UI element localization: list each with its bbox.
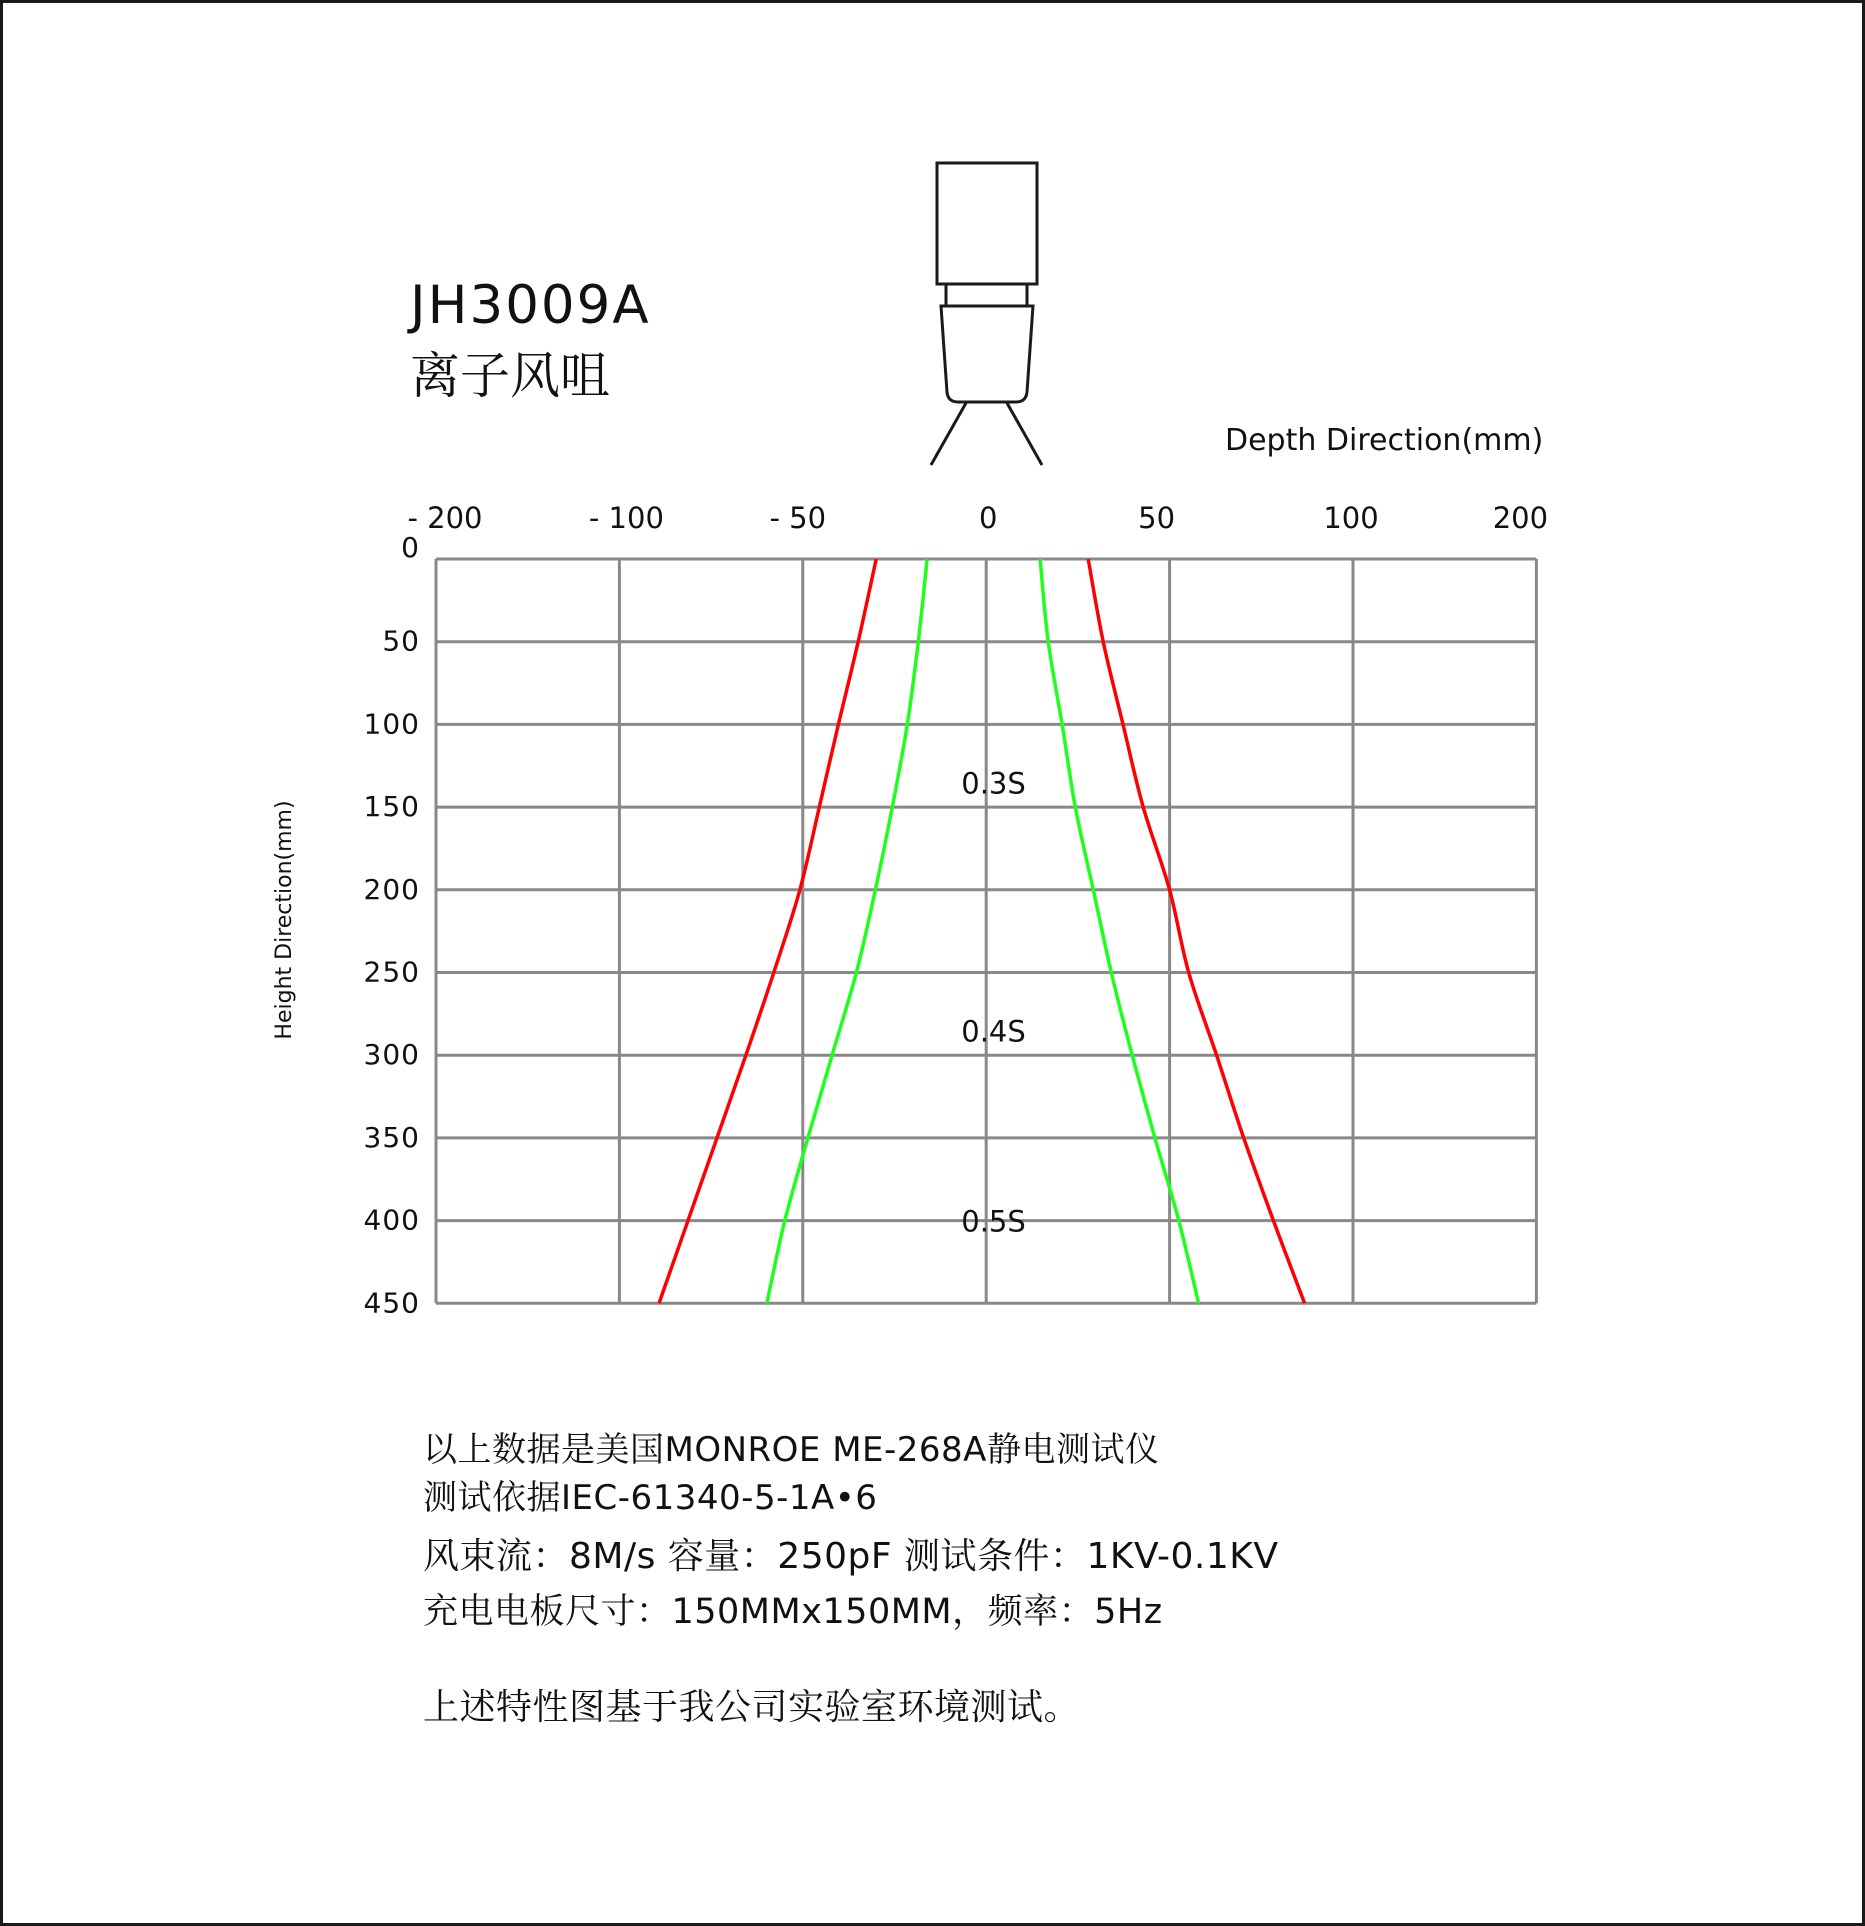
y-tick-label: 200 [363, 872, 420, 906]
time-annotation: 0.5S [961, 1204, 1026, 1239]
x-axis-ticks [407, 501, 1548, 535]
y-tick-label: 150 [363, 790, 420, 824]
note-lab-disclaimer: 上述特性图基于我公司实验室环境测试。 [423, 1687, 1081, 1728]
note-plate-size-frequency: 充电电板尺寸：150MMx150MM，频率：5Hz [423, 1592, 1163, 1632]
x-tick-label: - 100 [588, 501, 664, 535]
x-tick-label: - 200 [407, 501, 483, 535]
product-name-title: 离子风咀 [410, 347, 610, 405]
x-tick-label: 0 [978, 501, 998, 535]
y-axis-title: Height Direction(mm) [272, 800, 297, 1040]
product-model-title: JH3009A [410, 275, 651, 336]
y-tick-label: 350 [363, 1120, 420, 1154]
y-tick-label: 400 [363, 1203, 420, 1237]
series-green-right [1040, 559, 1199, 1303]
chart-annotations [961, 766, 1026, 1238]
series-green-left [767, 559, 927, 1303]
ionizing-nozzle-icon [931, 163, 1042, 465]
y-tick-label: 450 [363, 1286, 420, 1320]
y-axis-ticks [364, 531, 420, 1319]
note-test-conditions: 风束流：8M/s 容量：250pF 测试条件：1KV-0.1KV [423, 1536, 1279, 1577]
time-annotation: 0.4S [961, 1014, 1026, 1049]
y-tick-label: 50 [382, 624, 420, 658]
x-tick-label: 100 [1323, 501, 1379, 535]
x-tick-label: 200 [1492, 501, 1549, 535]
chart-series [659, 559, 1305, 1303]
x-tick-label: 50 [1138, 501, 1176, 535]
series-red-right [1088, 559, 1304, 1303]
time-annotation: 0.3S [961, 766, 1026, 801]
y-tick-label: 100 [363, 707, 420, 741]
chart-grid [436, 559, 1536, 1303]
note-test-standard: 测试依据IEC-61340-5-1A•6 [423, 1478, 878, 1518]
y-tick-label: 0 [401, 531, 420, 564]
y-tick-label: 250 [363, 955, 420, 989]
x-tick-label: - 50 [769, 501, 827, 535]
note-test-instrument: 以上数据是美国MONROE ME-268A静电测试仪 [423, 1430, 1160, 1470]
series-red-left [659, 559, 876, 1303]
y-tick-label: 300 [363, 1038, 420, 1072]
x-axis-title: Depth Direction(mm) [1225, 423, 1544, 458]
